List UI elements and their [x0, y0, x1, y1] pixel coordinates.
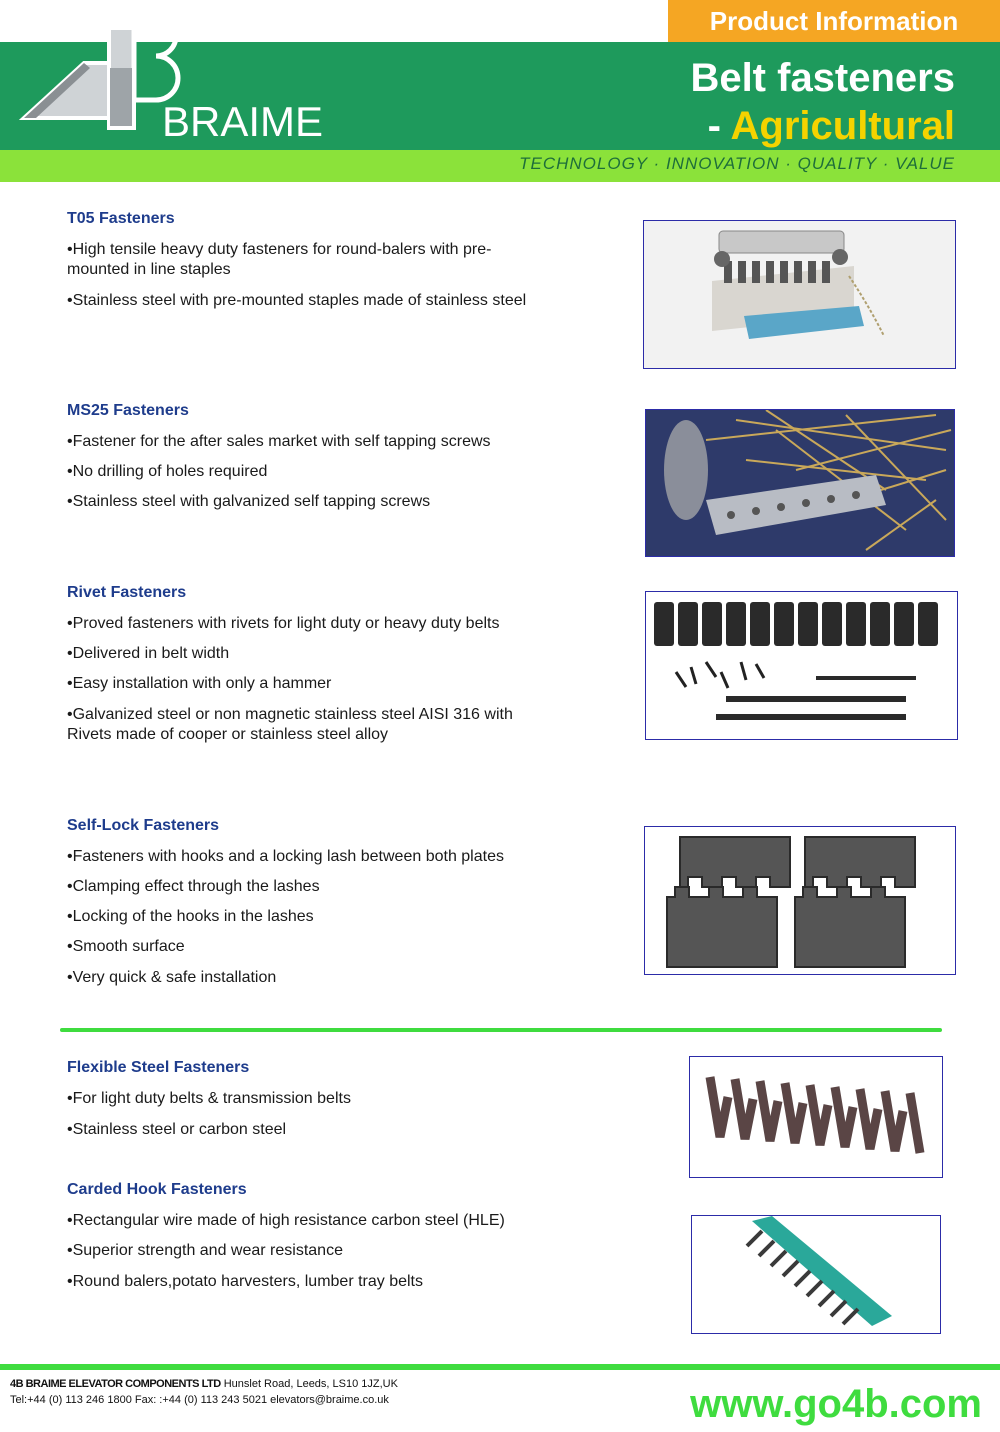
- section-heading-t05: T05 Fasteners: [67, 210, 175, 227]
- bullet-self-lock-5: •Very quick & safe installation: [67, 969, 277, 986]
- bullet-flexible-1: •For light duty belts & transmission belts: [67, 1090, 351, 1107]
- footer-address-line: [10, 1378, 398, 1390]
- section-divider: [60, 1028, 942, 1032]
- footer-address: Hunslet Road, Leeds, LS10 1JZ,UK: [220, 1378, 398, 1390]
- footer-contact: Tel:+44 (0) 113 246 1800 Fax: :+44 (0) 113 243 5021 elevators@braime.co.uk: [10, 1394, 389, 1406]
- subtitle-prefix: -: [707, 104, 731, 148]
- bullet-flexible-2: •Stainless steel or carbon steel: [67, 1121, 287, 1138]
- carded-hook-fastener-photo: [691, 1215, 941, 1334]
- t05-fastener-photo: [643, 220, 956, 369]
- self-lock-fastener-photo: [644, 826, 956, 975]
- website-link[interactable]: www.go4b.com: [690, 1382, 982, 1426]
- braime-4b-logo: [14, 8, 184, 138]
- bullet-ms25-1: •Fastener for the after sales market with self tapping screws: [67, 433, 491, 450]
- bullet-rivet-4: •Galvanized steel or non magnetic stainless steel AISI 316 with Rivets made of cooper or stainless steel alloy: [67, 706, 513, 743]
- ms25-fastener-photo: [645, 409, 955, 557]
- bullet-carded-1: •Rectangular wire made of high resistance carbon steel (HLE): [67, 1212, 505, 1229]
- bullet-rivet-2: •Delivered in belt width: [67, 645, 230, 662]
- flexible-steel-fastener-photo: [689, 1056, 943, 1178]
- section-heading-flexible-steel: Flexible Steel Fasteners: [67, 1059, 250, 1076]
- subtitle-accent: Agricultural: [730, 104, 955, 148]
- brand-name: BRAIME: [162, 98, 324, 145]
- page-subtitle: [708, 104, 955, 149]
- bullet-t05-1: •High tensile heavy duty fasteners for round-balers with pre-mounted in line staples: [67, 241, 492, 278]
- footer-company: 4B BRAIME ELEVATOR COMPONENTS LTD: [10, 1378, 221, 1390]
- bullet-self-lock-4: •Smooth surface: [67, 938, 185, 955]
- bullet-rivet-1: •Proved fasteners with rivets for light duty or heavy duty belts: [67, 615, 500, 632]
- bullet-ms25-3: •Stainless steel with galvanized self tapping screws: [67, 493, 431, 510]
- section-heading-self-lock: Self-Lock Fasteners: [67, 817, 220, 834]
- tagline: TECHNOLOGY · INNOVATION · QUALITY · VALUE: [519, 154, 955, 173]
- section-heading-rivet: Rivet Fasteners: [67, 584, 187, 601]
- page-title: Belt fasteners: [690, 56, 955, 100]
- footer-bar: [0, 1364, 1000, 1370]
- rivet-fastener-photo: [645, 591, 958, 740]
- bullet-t05-2: •Stainless steel with pre-mounted staples made of stainless steel: [67, 292, 527, 309]
- bullet-self-lock-3: •Locking of the hooks in the lashes: [67, 908, 314, 925]
- product-info-tab: Product Information: [668, 0, 1000, 42]
- bullet-carded-2: •Superior strength and wear resistance: [67, 1242, 343, 1259]
- bullet-carded-3: •Round balers,potato harvesters, lumber tray belts: [67, 1273, 423, 1290]
- bullet-rivet-3: •Easy installation with only a hammer: [67, 675, 332, 692]
- bullet-self-lock-1: •Fasteners with hooks and a locking lash between both plates: [67, 848, 504, 865]
- bullet-self-lock-2: •Clamping effect through the lashes: [67, 878, 320, 895]
- section-heading-carded-hook: Carded Hook Fasteners: [67, 1181, 247, 1198]
- section-heading-ms25: MS25 Fasteners: [67, 402, 189, 419]
- bullet-ms25-2: •No drilling of holes required: [67, 463, 268, 480]
